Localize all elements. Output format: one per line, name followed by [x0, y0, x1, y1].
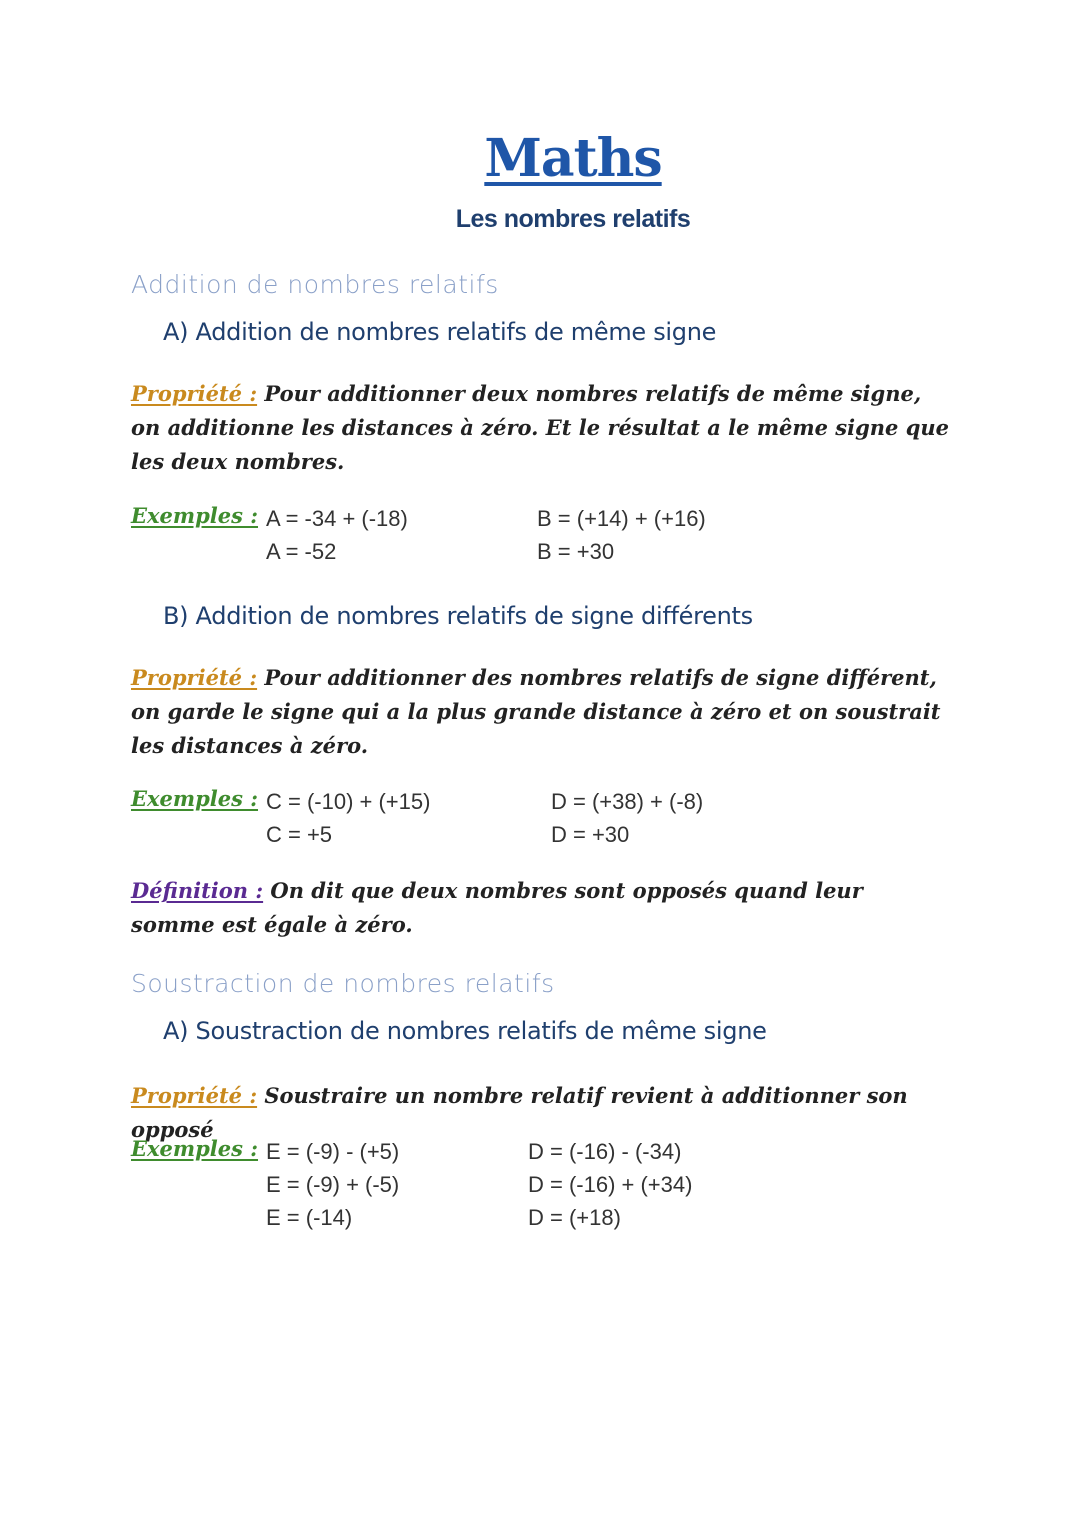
property-label: Propriété :	[131, 665, 258, 690]
property-label: Propriété :	[131, 1083, 258, 1108]
examples-label	[131, 786, 258, 811]
example-line: E = (-9) - (+5)	[266, 1139, 400, 1164]
property-label: Propriété :	[131, 381, 258, 406]
example-line: B = (+14) + (+16)	[537, 506, 706, 531]
example-line: C = (-10) + (+15)	[266, 789, 431, 814]
example-line: D = (-16) - (-34)	[528, 1139, 682, 1164]
section-heading-addition: Addition de nombres relatifs	[131, 270, 499, 299]
examples-label-text: Exemples :	[131, 786, 259, 811]
property-paragraph	[131, 661, 951, 763]
example-line: D = (+18)	[528, 1205, 621, 1230]
example-line: D = (-16) + (+34)	[528, 1172, 693, 1197]
subsection-heading-addition-b: B) Addition de nombres relatifs de signe différents	[163, 602, 753, 630]
page-title: Maths	[484, 128, 662, 189]
example-block	[537, 502, 706, 568]
property-paragraph	[131, 377, 951, 479]
property-text: Pour additionner des nombres relatifs de signe différent, on garde le signe qui a la plus grande distance à zéro et on soustrait les distances à zéro.	[131, 665, 941, 758]
property-text: Soustraire un nombre relatif revient à additionner son opposé	[131, 1083, 908, 1142]
example-block	[266, 1135, 399, 1234]
subsection-heading-soustraction-a: A) Soustraction de nombres relatifs de même signe	[163, 1017, 767, 1045]
examples-label	[131, 503, 258, 528]
section-heading-soustraction: Soustraction de nombres relatifs	[131, 969, 555, 998]
definition-paragraph	[131, 874, 951, 942]
example-line: D = (+38) + (-8)	[551, 789, 704, 814]
examples-label-text: Exemples :	[131, 1136, 259, 1161]
example-line: B = +30	[537, 539, 615, 564]
examples-label	[131, 1136, 258, 1161]
subsection-heading-addition-a: A) Addition de nombres relatifs de même signe	[163, 318, 717, 346]
example-block	[266, 502, 408, 568]
example-line: D = +30	[551, 822, 630, 847]
example-line: A = -34 + (-18)	[266, 506, 408, 531]
examples-label-text: Exemples :	[131, 503, 259, 528]
example-line: E = (-14)	[266, 1205, 353, 1230]
property-text: Pour additionner deux nombres relatifs de même signe, on additionne les distances à zéro. Et le résultat a le même signe que les deux nombres.	[131, 381, 950, 474]
page-subtitle: Les nombres relatifs	[455, 205, 691, 233]
example-line: C = +5	[266, 822, 333, 847]
example-block	[266, 785, 430, 851]
example-line: E = (-9) + (-5)	[266, 1172, 400, 1197]
example-block	[551, 785, 703, 851]
definition-label: Définition :	[131, 878, 264, 903]
example-line: A = -52	[266, 539, 337, 564]
definition-text: On dit que deux nombres sont opposés quand leur somme est égale à zéro.	[131, 878, 863, 937]
example-block	[528, 1135, 692, 1234]
